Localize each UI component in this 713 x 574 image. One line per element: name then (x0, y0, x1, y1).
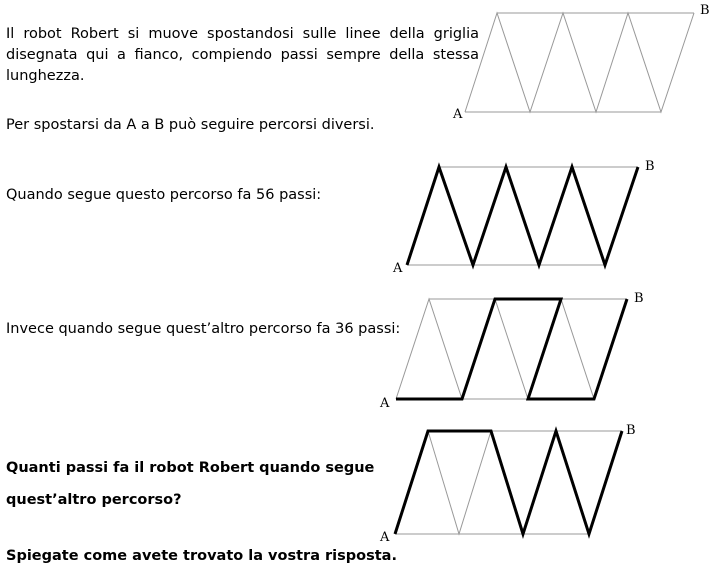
intro-line-2: disegnata qui a fianco, compiendo passi sempre della stessa (6, 47, 479, 63)
fig4-label-a: A (380, 530, 390, 545)
question-line-1: Quanti passi fa il robot Robert quando segue (6, 460, 375, 476)
grid-figure-4 (395, 431, 622, 534)
fig1-label-b: B (700, 3, 710, 18)
fig2-label-b: B (645, 159, 655, 174)
fig4-label-b: B (626, 423, 636, 438)
grid-figure-3 (396, 299, 627, 399)
path-question (395, 431, 622, 534)
fig2-label-a: A (393, 261, 403, 276)
question-line-2: quest’altro percorso? (6, 492, 182, 508)
path-56-paragraph: Quando segue questo percorso fa 56 passi: (6, 187, 322, 203)
fig3-label-b: B (634, 291, 644, 306)
grid-figure-1 (465, 13, 694, 112)
fig1-label-a: A (453, 107, 463, 122)
path-56 (407, 167, 638, 265)
explain-instruction: Spiegate come avete trovato la vostra risposta. (6, 548, 397, 564)
fig3-label-a: A (380, 396, 390, 411)
intro-line-3: lunghezza. (6, 68, 85, 84)
paths-paragraph: Per spostarsi da A a B può seguire percorsi diversi. (6, 117, 375, 133)
intro-line-1: Il robot Robert si muove spostandosi sulle linee della griglia (6, 26, 479, 42)
path-36-paragraph: Invece quando segue quest’altro percorso fa 36 passi: (6, 321, 401, 337)
grid-figure-2 (407, 167, 638, 265)
